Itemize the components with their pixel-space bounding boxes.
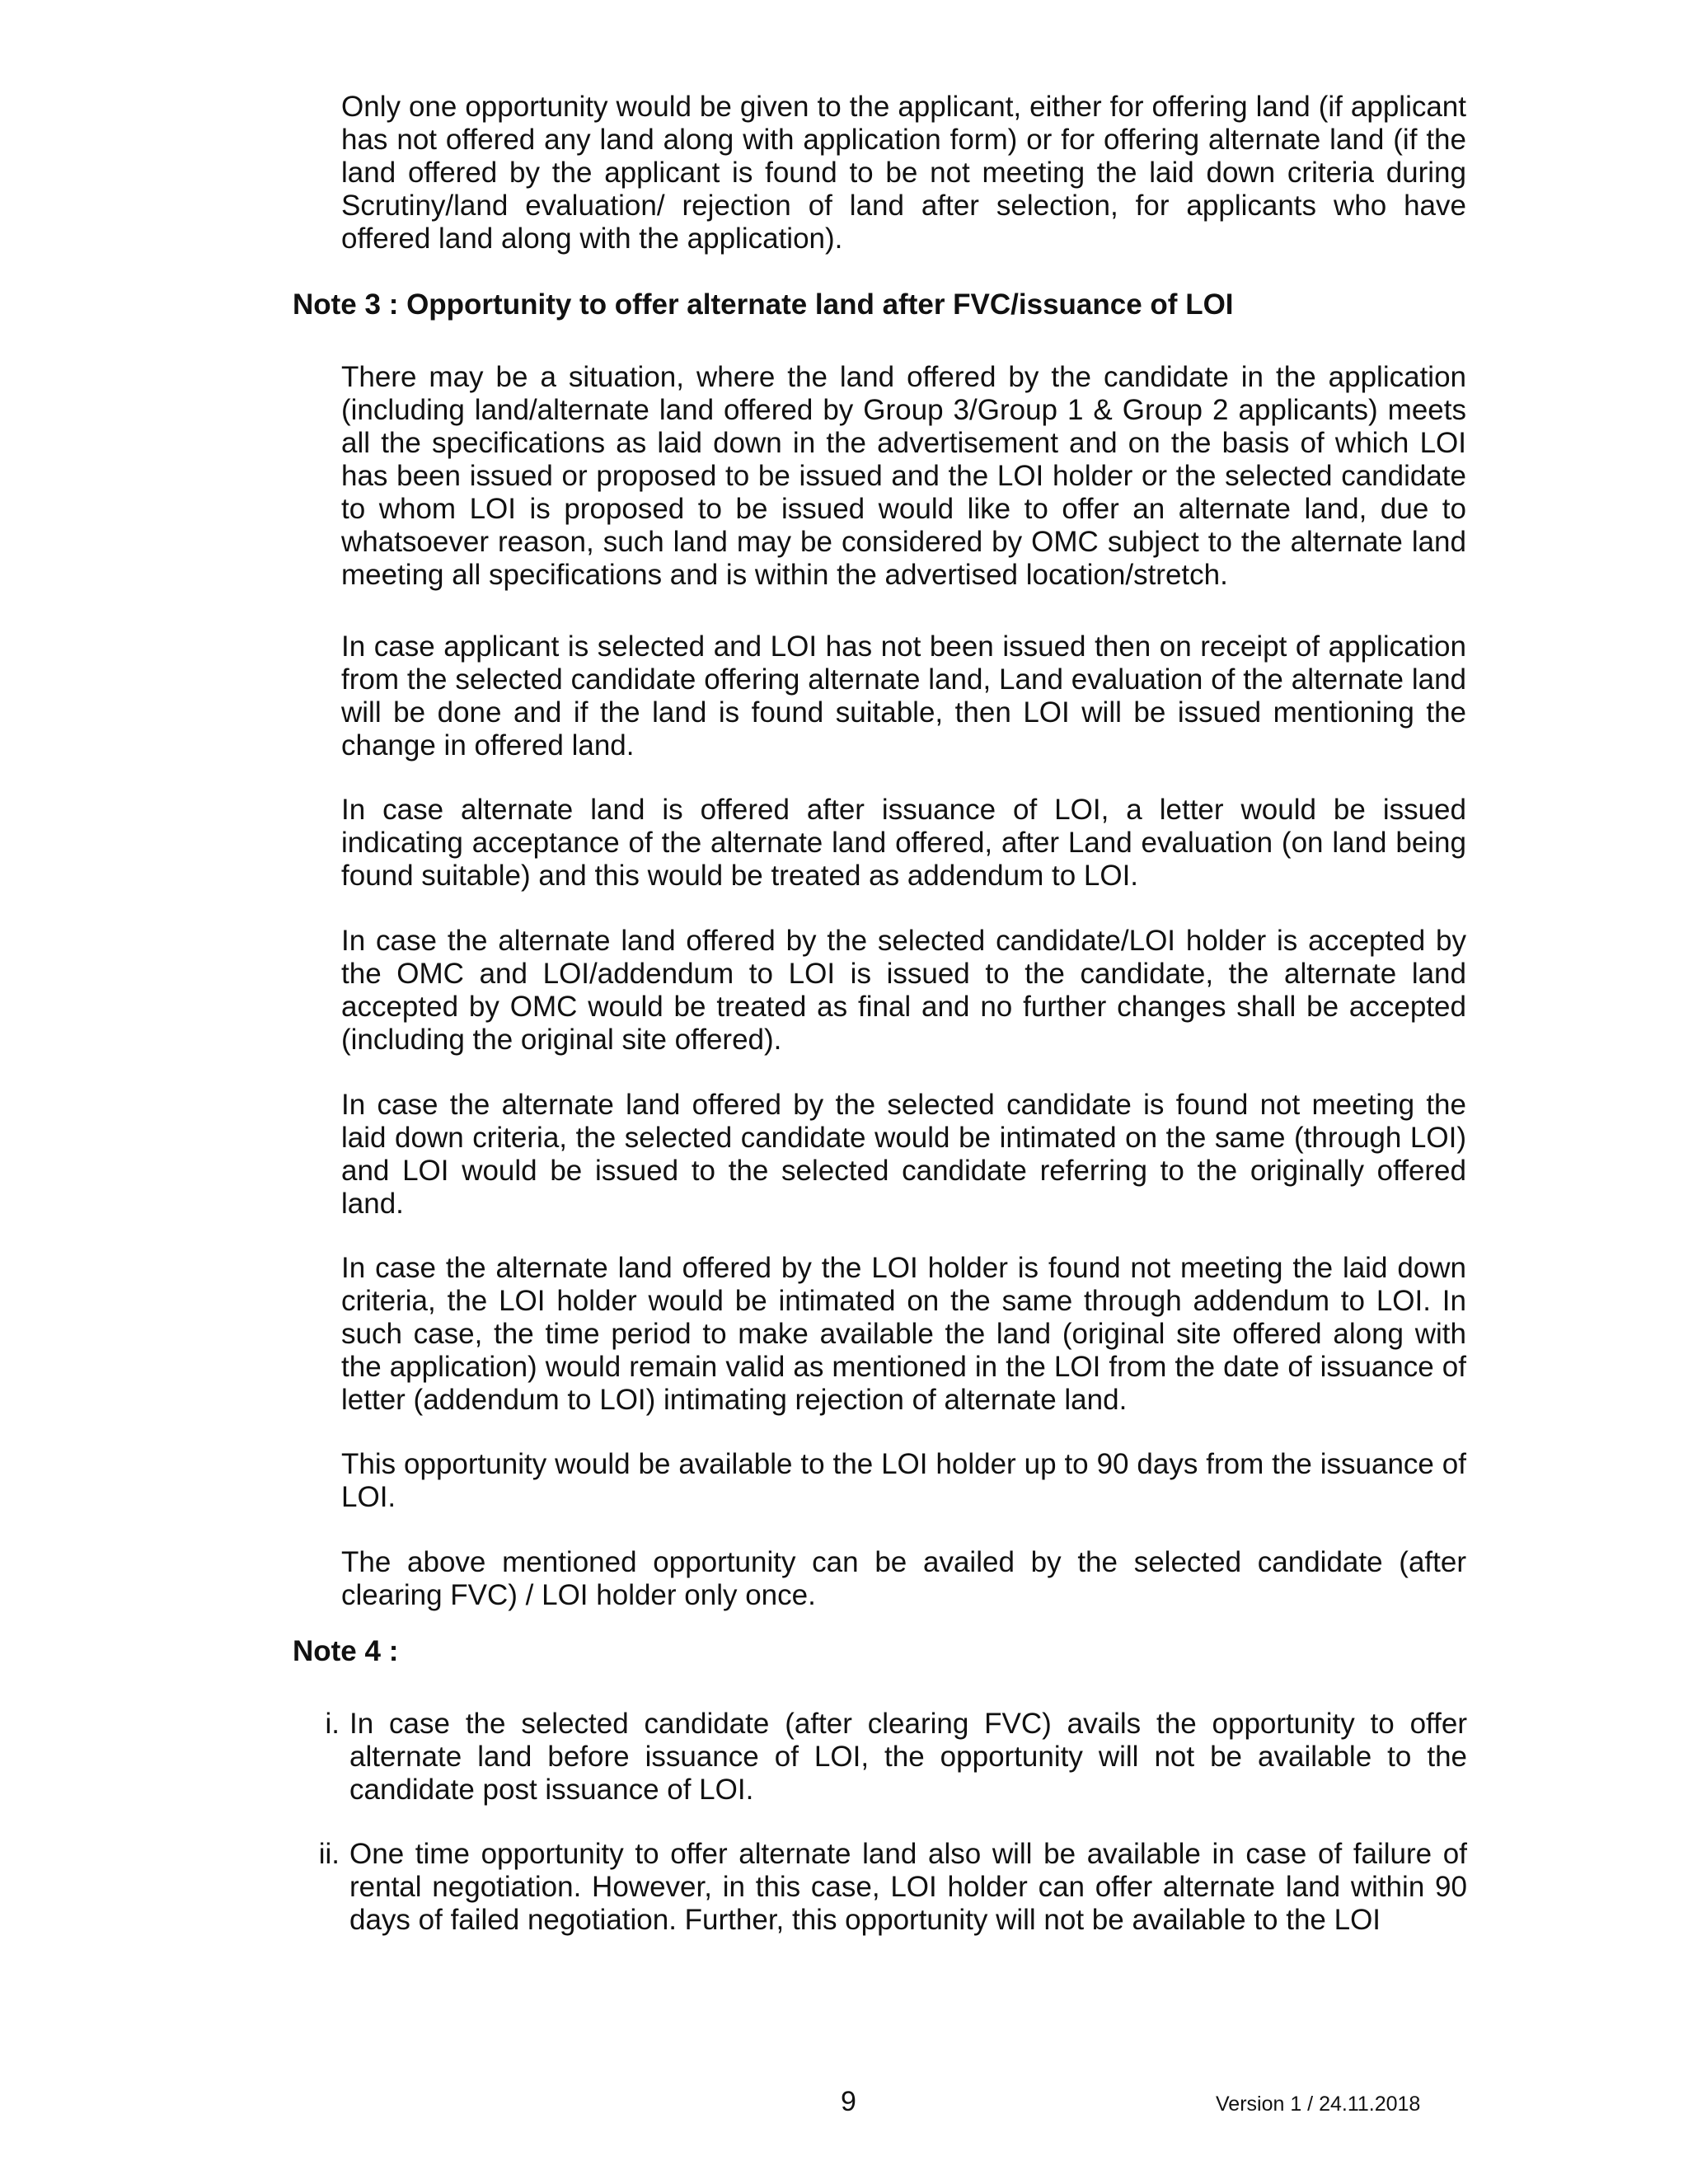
list-marker: ii. — [318, 1838, 340, 1870]
list-item-text: In case the selected candidate (after clearing FVC) avails the opportunity to offer alternate land before issuance of LOI, the opportunity will not be available to the candidate post issuance of LOI. — [349, 1708, 1467, 1806]
paragraph-accepted-final: In case the alternate land offered by the selected candidate/LOI holder is accepted by the OMC and LOI/addendum to LOI is issued to the candidate, the alternate land accepted by OMC would be treated as final and no further changes shall be accepted (including the original site offered). — [341, 925, 1466, 1056]
paragraph-alternate-land-situation: There may be a situation, where the land offered by the candidate in the application (including land/alternate land offered by Group 3/Group 1 & Group 2 applicants) meets all the specifications as laid down in the advertisement and on the basis of which LOI has been issued or proposed to be issued and the LOI holder or the selected candidate to whom LOI is proposed to be issued would like to offer an alternate land, due to whatsoever reason, such land may be considered by OMC subject to the alternate land meeting all specifications and is within the advertised location/stretch. — [341, 361, 1466, 591]
list-item-text: One time opportunity to offer alternate land also will be available in case of failure of rental negotiation. However, in this case, LOI holder can offer alternate land within 90 days of failed negotiation. Further, this opportunity will not be available to the LOI — [349, 1838, 1467, 1936]
version-label: Version 1 / 24.11.2018 — [1216, 2093, 1421, 2116]
note-4-heading: Note 4 : — [293, 1635, 399, 1667]
paragraph-loi-not-issued: In case applicant is selected and LOI has not been issued then on receipt of application from the selected candidate offering alternate land, Land evaluation of the alternate land will be done and if the land is found suitable, then LOI will be issued mentioning the change in offered land. — [341, 630, 1466, 762]
list-item — [297, 1838, 1467, 1937]
list-item — [297, 1708, 1467, 1807]
paragraph-opportunity-once: Only one opportunity would be given to the applicant, either for offering land (if applicant has not offered any land along with application form) or for offering alternate land (if the land offered by the applicant is found to be not meeting the laid down criteria during Scrutiny/land evaluation/ rejection of land after selection, for applicants who have offered land along with the application). — [341, 91, 1466, 255]
paragraph-after-issuance: In case alternate land is offered after issuance of LOI, a letter would be issued indicating acceptance of the alternate land offered, after Land evaluation (on land being found suitable) and this would be treated as addendum to LOI. — [341, 794, 1466, 892]
paragraph-only-once: The above mentioned opportunity can be availed by the selected candidate (after clearing FVC) / LOI holder only once. — [341, 1546, 1466, 1611]
paragraph-loi-holder-rejection: In case the alternate land offered by the LOI holder is found not meeting the laid down criteria, the LOI holder would be intimated on the same through addendum to LOI. In such case, the time period to make available the land (original site offered along with the application) would remain valid as mentioned in the LOI from the date of issuance of letter (addendum to LOI) intimating rejection of alternate land. — [341, 1252, 1466, 1416]
note-3-heading: Note 3 : Opportunity to offer alternate land after FVC/issuance of LOI — [293, 288, 1234, 321]
list-marker: i. — [325, 1708, 340, 1740]
paragraph-90-days: This opportunity would be available to the LOI holder up to 90 days from the issuance of LOI. — [341, 1448, 1466, 1513]
paragraph-not-meeting-criteria: In case the alternate land offered by the selected candidate is found not meeting the laid down criteria, the selected candidate would be intimated on the same (through LOI) and LOI would be issued to the selected candidate referring to the originally offered land. — [341, 1089, 1466, 1220]
page-number: 9 — [841, 2086, 856, 2117]
